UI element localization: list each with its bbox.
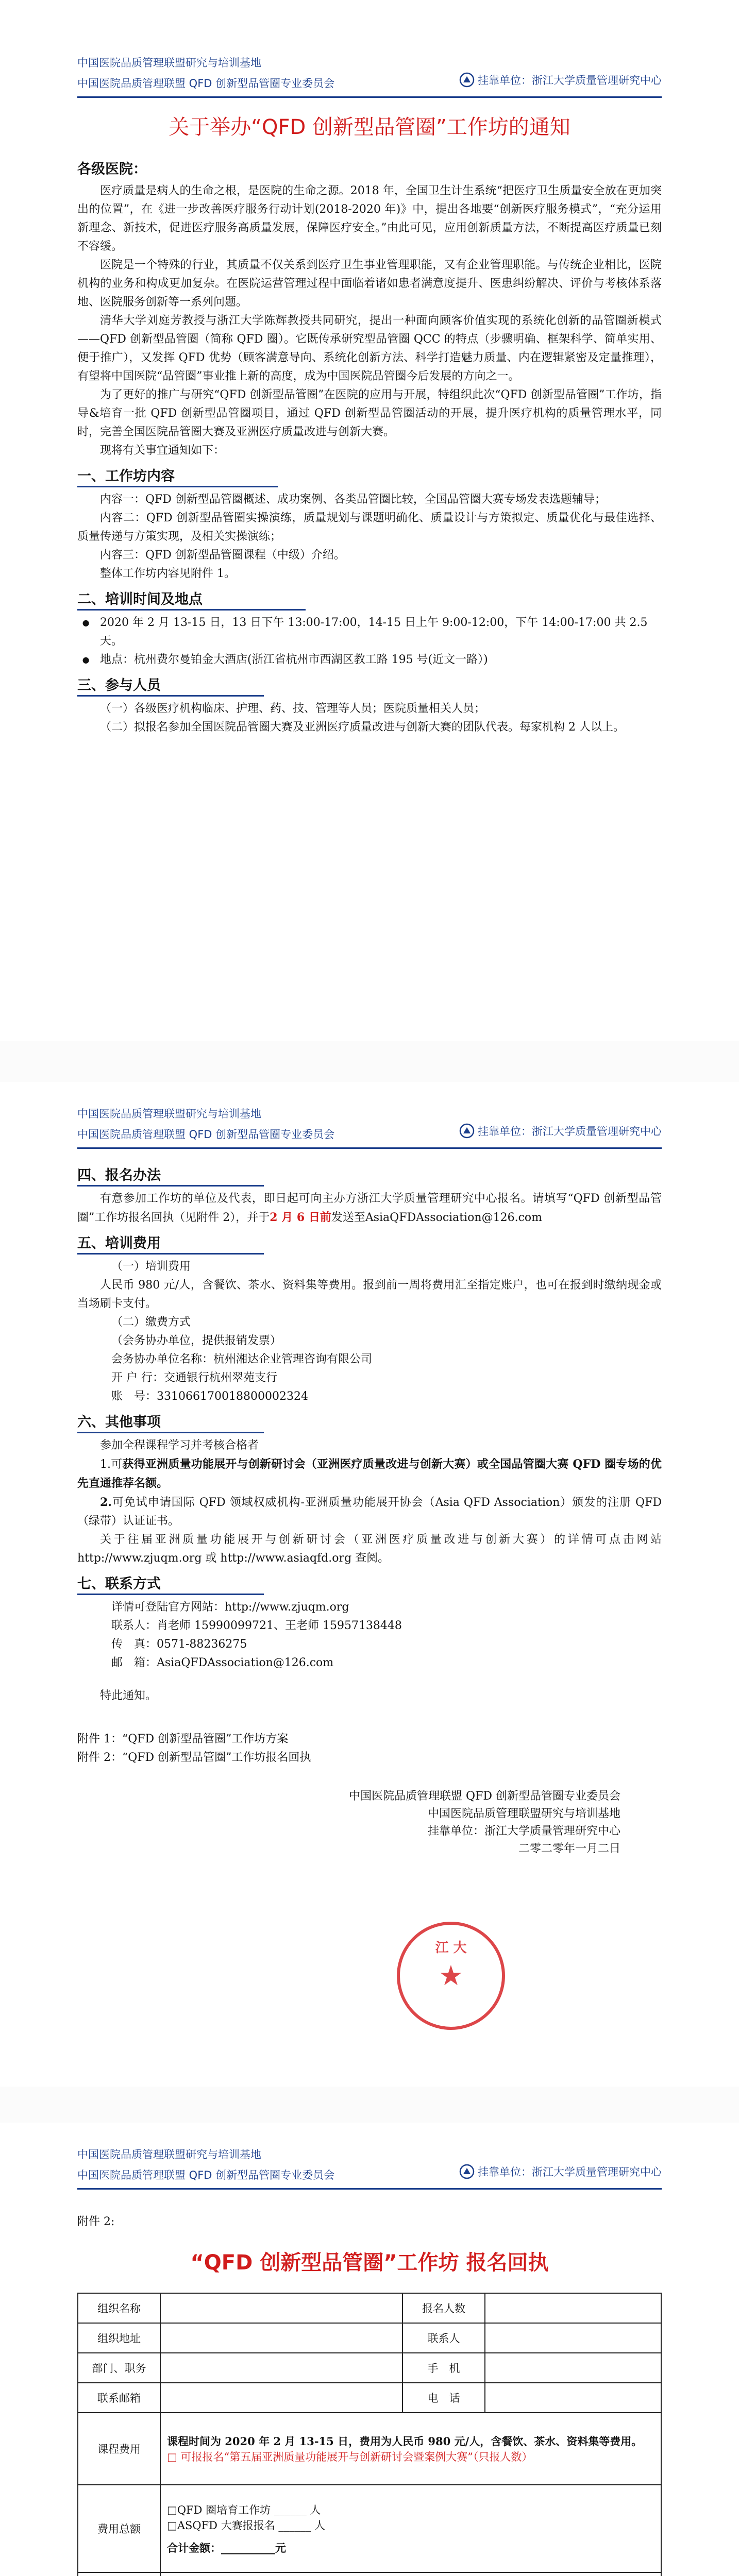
- section-4-title: 四、报名办法: [77, 1166, 264, 1187]
- section-2-title: 二、培训时间及地点: [77, 590, 306, 611]
- section-6-item-1-a: 1.可: [100, 1458, 123, 1471]
- label-dept: 部门、职务: [78, 2353, 160, 2383]
- section-5-invoice-note: （会务协办单位，提供报销发票）: [111, 1334, 282, 1347]
- zju-logo-icon: [459, 2164, 475, 2179]
- notice-body-continued: [77, 1159, 662, 1858]
- notice-body: [77, 157, 662, 737]
- input-attendees[interactable]: [485, 2293, 661, 2323]
- section-4-text-a: 有意参加工作坊的单位及代表，即日起可向主办方浙江大学质量管理研究中心报名。请填写“QFD 创新型品管圈”工作坊报名回执（见附件 2），并于: [77, 1192, 662, 1224]
- paragraph-1: 医疗质量是病人的生命之根，是医院的生命之源。2018 年，全国卫生计生系统“把医疗卫生质量安全放在更加突出的位置”，在《进一步改善医疗服务行动计划(2018-2020 年)》中，提出各地要“创新医疗服务模式”，“充分运用新理念、新技术，促进医疗服务高质量发展，保障医疗安全。”由此可见，应用创新质量方法，不断提高医疗质量已刻不容缓。: [77, 184, 662, 253]
- section-2-time: ● 2020 年 2 月 13-15 日，13 日下午 13:00-17:00，14-15 日上午 9:00-12:00，下午 14:00-17:00 共 2.5 天。: [77, 614, 662, 651]
- section-5-sub-1: （一）培训费用: [111, 1260, 191, 1273]
- header-organizer-text: 挂靠单位：浙江大学质量管理研究中心: [478, 2166, 662, 2178]
- form-title: “QFD 创新型品管圈”工作坊 报名回执: [190, 2251, 549, 2275]
- sign-line-3: 挂靠单位：浙江大学质量管理研究中心: [427, 1825, 620, 1838]
- official-seal: [397, 1922, 505, 2030]
- closing: 特此通知。: [100, 1689, 157, 1702]
- header-line1: 中国医院品质管理联盟研究与培训基地: [77, 2148, 261, 2161]
- contact-fax: 传 真：0571-88236275: [111, 1638, 247, 1651]
- sign-line-1: 中国医院品质管理联盟 QFD 创新型品管圈专业委员会: [349, 1790, 620, 1803]
- label-attendees: 报名人数: [402, 2293, 485, 2323]
- label-org-name: 组织名称: [78, 2293, 160, 2323]
- header-line2: 中国医院品质管理联盟 QFD 创新型品管圈专业委员会: [77, 77, 335, 90]
- section-6-item-2-a: 2.: [100, 1496, 112, 1509]
- fee-sum-field[interactable]: 合计金额：__________元: [167, 2541, 286, 2554]
- section-7-title: 七、联系方式: [77, 1575, 264, 1595]
- section-4-text: [77, 1190, 662, 1227]
- fee-line-qfd-checkbox[interactable]: □QFD 圈培育工作坊 ______ 人: [167, 2504, 321, 2516]
- payment-cell: [160, 2572, 661, 2576]
- section-6-item-1-b: 获得亚洲质量功能展开与创新研讨会: [122, 1458, 306, 1471]
- header-organizer: [459, 1123, 662, 1139]
- section-6-item-1: [77, 1455, 662, 1493]
- section-6-item-2: [77, 1493, 662, 1531]
- header-line2: 中国医院品质管理联盟 QFD 创新型品管圈专业委员会: [77, 1128, 335, 1141]
- attachment-1: 附件 1：“QFD 创新型品管圈”工作坊方案: [77, 1733, 289, 1745]
- seal-star-icon: ★: [438, 1959, 464, 1992]
- section-5-bank: 开 户 行：交通银行杭州翠苑支行: [111, 1371, 277, 1384]
- header-organizer: [459, 2164, 662, 2179]
- section-6-item-2-b: 可免试申请国际 QFD 领域权威机构-亚洲质量功能展开协会（Asia QFD Association）颁发的注册 QFD（绿带）认证证书。: [77, 1496, 662, 1528]
- section-5-sub-2: （二）缴费方式: [111, 1316, 191, 1329]
- paragraph-5: 现将有关事宜通知如下：: [100, 444, 225, 457]
- course-fee-option-checkbox[interactable]: □ 可报报名“第五届亚洲质量功能展开与创新研讨会暨案例大赛”（只报人数）: [167, 2451, 533, 2463]
- course-fee-cell: [160, 2413, 661, 2485]
- header-line1: 中国医院品质管理联盟研究与培训基地: [77, 1108, 261, 1120]
- section-3-item-2: （二）拟报名参加全国医院品管圈大赛及亚洲医疗质量改进与创新大赛的团队代表。每家机构 2 人以上。: [100, 721, 625, 734]
- section-3-title: 三、参与人员: [77, 676, 264, 697]
- section-1-item-4: 整体工作坊内容见附件 1。: [100, 567, 236, 580]
- section-6-item-3: 关于往届亚洲质量功能展开与创新研讨会（亚洲医疗质量改进与创新大赛）的详情可点击网站 http://www.zjuqm.org 或 http://www.asiaqfd.org 查阅。: [77, 1533, 662, 1565]
- sign-date: 二零二零年一月二日: [518, 1842, 620, 1855]
- page-gap: [0, 2087, 739, 2123]
- section-5-company: 会务协办单位名称：杭州湘达企业管理咨询有限公司: [111, 1353, 373, 1366]
- label-org-address: 组织地址: [78, 2323, 160, 2353]
- section-5-title: 五、培训费用: [77, 1234, 264, 1255]
- label-course-fee: 课程费用: [78, 2413, 160, 2485]
- section-3-item-1: （一）各级医疗机构临床、护理、药、技、管理等人员；医院质量相关人员；: [100, 702, 486, 715]
- section-6-item-1-c: （亚洲医疗质量改进与创新大赛）或全国品管圈大赛 QFD 圈专场的优先直通推荐名额。: [77, 1458, 662, 1490]
- contact-website: 详情可登陆官方网站：http://www.zjuqm.org: [111, 1601, 349, 1614]
- input-dept[interactable]: [160, 2353, 402, 2383]
- section-1-item-2: 内容二：QFD 创新型品管圈实操演练，质量规划与课题明确化、质量设计与方策拟定、质量优化与最佳选择、质量传递与方策实现，及相关实操演练；: [77, 512, 662, 543]
- label-contact: 联系人: [402, 2323, 485, 2353]
- notice-title: 关于举办“QFD 创新型品管圈”工作坊的通知: [169, 115, 570, 139]
- sign-line-2: 中国医院品质管理联盟研究与培训基地: [427, 1807, 620, 1820]
- section-1-item-3: 内容三：QFD 创新型品管圈课程（中级）介绍。: [100, 549, 345, 562]
- input-email[interactable]: [160, 2383, 402, 2413]
- page-header: [77, 52, 662, 98]
- header-line2: 中国医院品质管理联盟 QFD 创新型品管圈专业委员会: [77, 2169, 335, 2181]
- fee-total-cell: [160, 2485, 661, 2572]
- page-2: [0, 1082, 739, 2087]
- salutation: 各级医院：: [77, 161, 147, 177]
- paragraph-2: 医院是一个特殊的行业，其质量不仅关系到医疗卫生事业管理职能，又有企业管理职能。与传统企业相比，医院机构的业务和构成更加复杂。在医院运营管理过程中面临着诸如患者满意度提升、医患纠纷解决、评价与考核体系落地、医院服务创新等一系列问题。: [77, 259, 662, 309]
- signature-block: [77, 1788, 662, 1858]
- section-1-title: 一、工作坊内容: [77, 467, 278, 487]
- contact-persons: 联系人：肖老师 15990099721、王老师 15957138448: [111, 1619, 402, 1632]
- section-6-intro: 参加全程课程学习并考核合格者: [100, 1439, 259, 1452]
- header-line1: 中国医院品质管理联盟研究与培训基地: [77, 57, 261, 69]
- section-2-place: ● 地点：杭州费尔曼铂金大酒店(浙江省杭州市西湖区教工路 195 号(近文一路）): [77, 651, 662, 669]
- page-gap: [0, 1041, 739, 1082]
- section-4-deadline: 2 月 6 日前: [270, 1211, 331, 1224]
- fee-line-asqfd-checkbox[interactable]: □ASQFD 大赛报报名 ______ 人: [167, 2519, 326, 2532]
- section-6-title: 六、其他事项: [77, 1413, 264, 1433]
- paragraph-3: 清华大学刘庭芳教授与浙江大学陈辉教授共同研究，提出一种面向顾客价值实现的系统化创新的品管圈新模式——QFD 创新型品管圈（简称 QFD 圈）。它既传承研究型品管圈 QCC 的特点（步骤明确、框架科学、简单实用、便于推广），又发挥 QFD 优势（顾客满意导向、系统化创新方法、科学打造魅力质量、内在逻辑紧密及定量推理），有望将中国医院“品管圈”事业推上新的高度，成为中国医院品管圈今后发展的方向之一。: [77, 314, 662, 383]
- page-header: [77, 2143, 662, 2190]
- label-phone: 手 机: [402, 2353, 485, 2383]
- section-1-item-1: 内容一：QFD 创新型品管圈概述、成功案例、各类品管圈比较，全国品管圈大赛专场发表选题辅导；: [100, 493, 606, 506]
- section-5-account: 账 号：331066170018800002324: [111, 1390, 308, 1403]
- attachment-2: 附件 2：“QFD 创新型品管圈”工作坊报名回执: [77, 1751, 311, 1764]
- label-email: 联系邮箱: [78, 2383, 160, 2413]
- page-1: [0, 0, 739, 1041]
- input-phone[interactable]: [485, 2353, 661, 2383]
- seal-text: 江 大: [435, 1940, 467, 1956]
- zju-logo-icon: [459, 72, 475, 88]
- input-contact[interactable]: [485, 2323, 661, 2353]
- contact-email: 邮 箱：AsiaQFDAssociation@126.com: [111, 1656, 334, 1669]
- header-organizer-text: 挂靠单位：浙江大学质量管理研究中心: [478, 74, 662, 87]
- attachment-label: 附件 2:: [77, 2215, 115, 2228]
- header-organizer-text: 挂靠单位：浙江大学质量管理研究中心: [478, 1125, 662, 1138]
- zju-logo-icon: [459, 1123, 475, 1139]
- label-fee-total: 费用总额: [78, 2485, 160, 2572]
- page-header: [77, 1103, 662, 1149]
- paragraph-4: 为了更好的推广与研究“QFD 创新型品管圈”在医院的应用与开展，特组织此次“QFD 创新型品管圈”工作坊，指导&培育一批 QFD 创新型品管圈项目，通过 QFD 创新型品管圈活动的开展，提升医疗机构的质量管理水平，同时，完善全国医院品管圈大赛及亚洲医疗质量改进与创新大赛。: [77, 388, 662, 438]
- section-5-fee: 人民币 980 元/人，含餐饮、茶水、资料集等费用。报到前一周将费用汇至指定账户，也可在报到时缴纳现金或当场刷卡支付。: [77, 1279, 662, 1310]
- registration-form: [77, 2293, 662, 2576]
- input-org-address[interactable]: [160, 2323, 402, 2353]
- label-payment: [78, 2572, 160, 2576]
- input-org-name[interactable]: [160, 2293, 402, 2323]
- course-fee-text: 课程时间为 2020 年 2 月 13-15 日，费用为人民币 980 元/人，含餐饮、茶水、资料集等费用。: [167, 2435, 643, 2448]
- page-3: [0, 2123, 739, 2576]
- label-tel: 电 话: [402, 2383, 485, 2413]
- header-organizer: [459, 72, 662, 88]
- input-tel[interactable]: [485, 2383, 661, 2413]
- section-4-text-b: 发送至AsiaQFDAssociation@126.com: [331, 1211, 543, 1224]
